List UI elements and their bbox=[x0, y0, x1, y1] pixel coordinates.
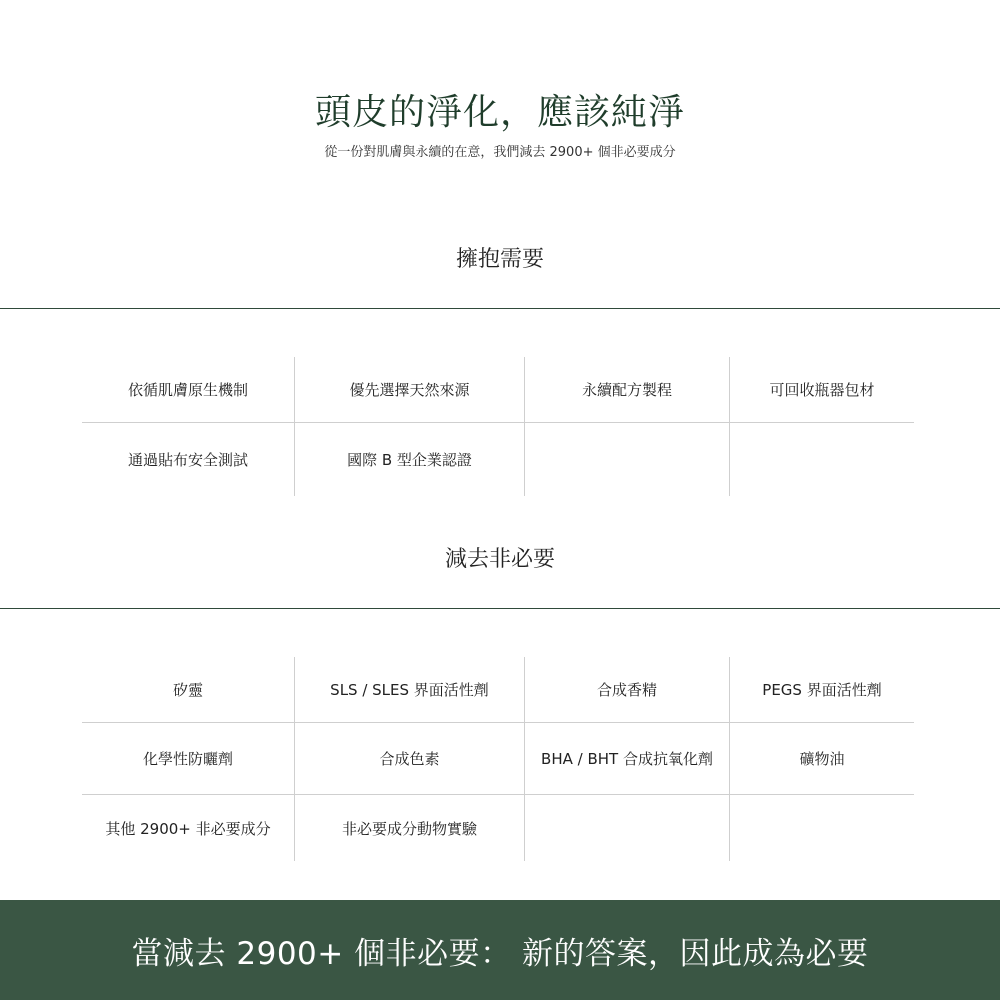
embrace-heading: 擁抱需要 bbox=[455, 247, 544, 272]
subtract-cell: BHA / BHT 合成抗氧化劑 bbox=[524, 723, 729, 794]
subtract-row bbox=[82, 795, 914, 861]
subtract-heading: 減去非必要 bbox=[444, 547, 555, 572]
subtract-cell: 礦物油 bbox=[729, 723, 914, 794]
embrace-cell bbox=[729, 423, 914, 496]
subtract-cell: PEGS 界面活性劑 bbox=[729, 657, 914, 722]
embrace-row bbox=[82, 357, 914, 423]
subtract-row bbox=[82, 723, 914, 795]
subtract-divider bbox=[0, 608, 1000, 609]
embrace-divider bbox=[0, 308, 1000, 309]
subtract-cell bbox=[524, 795, 729, 861]
footer-banner bbox=[0, 900, 1000, 1000]
embrace-cell: 可回收瓶器包材 bbox=[729, 357, 914, 422]
subtract-cell: 非必要成分動物實驗 bbox=[294, 795, 524, 861]
footer-tagline: 當減去 2900+ 個非必要： 新的答案，因此成為必要 bbox=[131, 935, 869, 972]
subtract-cell: SLS / SLES 界面活性劑 bbox=[294, 657, 524, 722]
subtract-cell: 合成香精 bbox=[524, 657, 729, 722]
subtract-cell: 化學性防曬劑 bbox=[142, 750, 233, 768]
embrace-row bbox=[82, 423, 914, 496]
embrace-cell: 永續配方製程 bbox=[524, 357, 729, 422]
subtract-grid bbox=[82, 657, 914, 861]
embrace-cell: 通過貼布安全測試 bbox=[127, 451, 248, 469]
subtract-row bbox=[82, 657, 914, 723]
embrace-cell: 優先選擇天然來源 bbox=[294, 357, 524, 422]
embrace-cell bbox=[524, 423, 729, 496]
page-title: 頭皮的淨化，應該純淨 bbox=[314, 92, 685, 133]
subtract-cell: 其他 2900+ 非必要成分 bbox=[105, 819, 271, 838]
subtract-cell: 合成色素 bbox=[294, 723, 524, 794]
page-subtitle: 從一份對肌膚與永續的在意，我們減去 2900+ 個非必要成分 bbox=[324, 145, 676, 160]
subtract-cell bbox=[729, 795, 914, 861]
subtract-cell: 矽靈 bbox=[172, 681, 203, 699]
embrace-grid bbox=[82, 357, 914, 496]
embrace-cell: 國際 B 型企業認證 bbox=[294, 423, 524, 496]
embrace-cell: 依循肌膚原生機制 bbox=[127, 381, 248, 399]
